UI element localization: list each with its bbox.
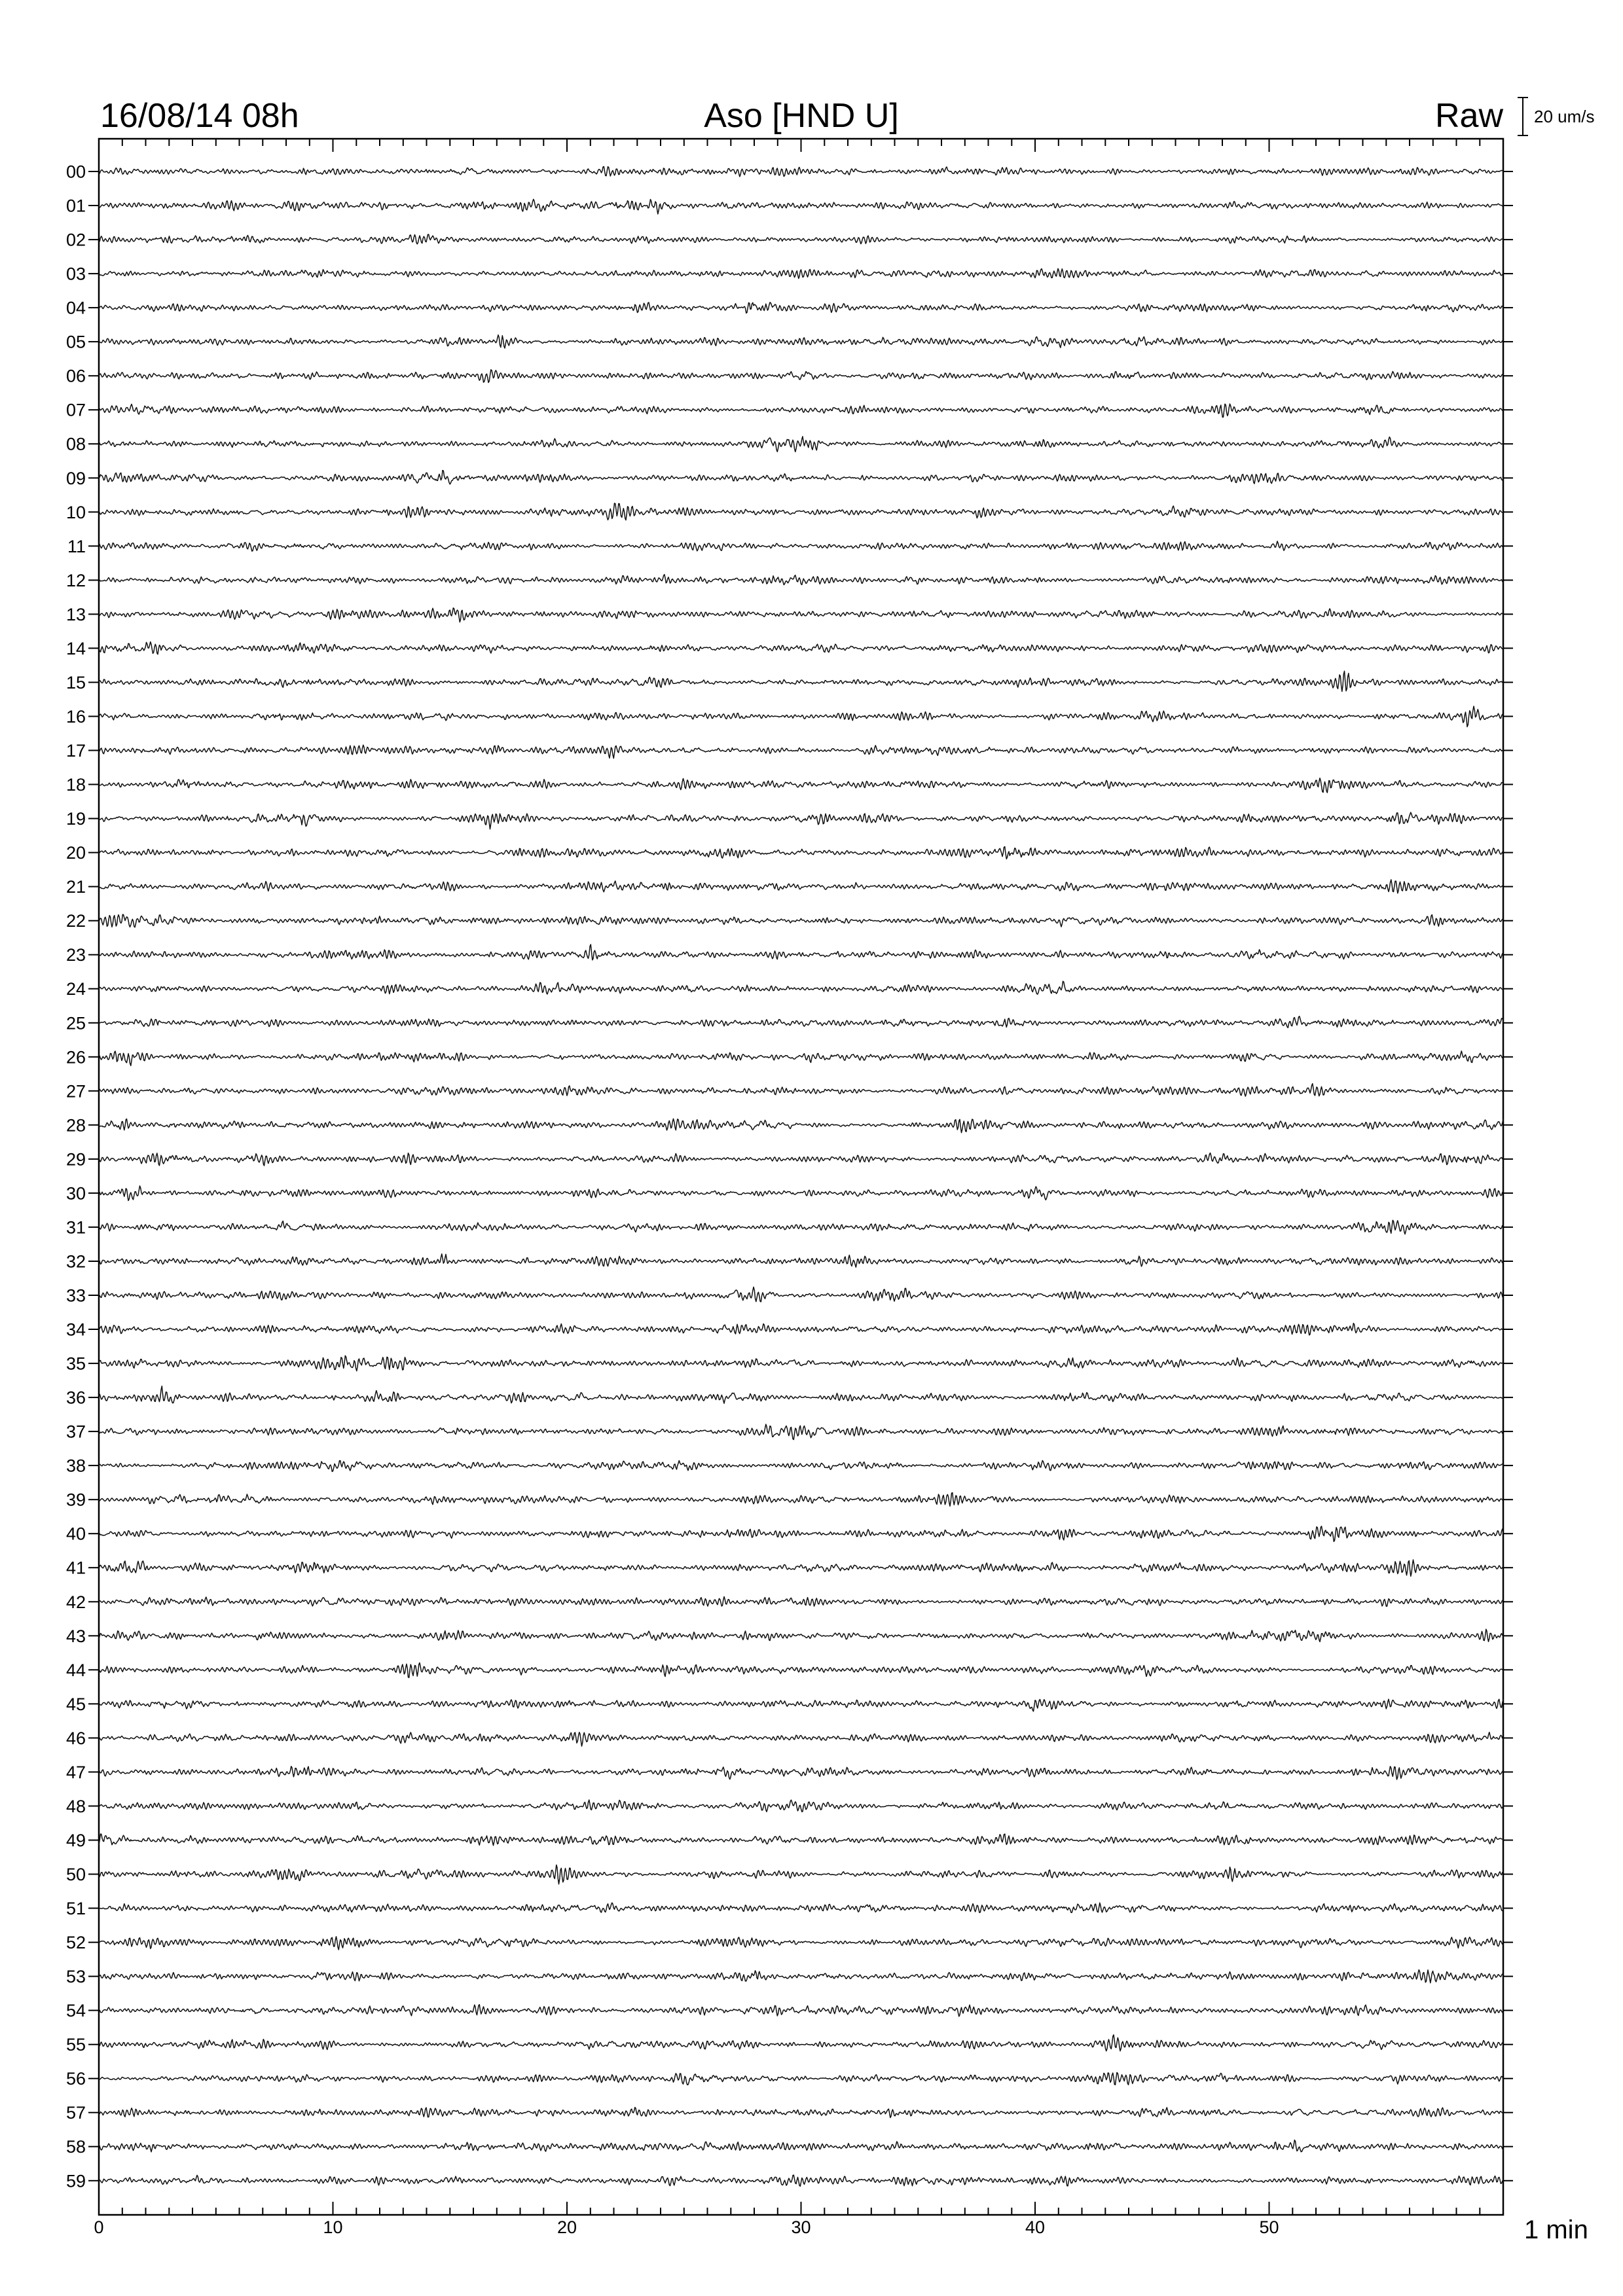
row-label: 39 <box>65 1490 86 1510</box>
row-label: 23 <box>65 945 86 965</box>
row-label: 09 <box>65 468 86 488</box>
x-tick-label: 10 <box>323 2217 343 2237</box>
row-label: 49 <box>65 1831 86 1850</box>
row-label: 19 <box>65 809 86 829</box>
row-label: 21 <box>65 877 86 897</box>
chart-title: Aso [HND U] <box>704 97 899 135</box>
row-label: 59 <box>65 2171 86 2191</box>
row-label: 32 <box>65 1251 86 1272</box>
row-label: 56 <box>65 2069 86 2089</box>
row-label: 17 <box>65 741 86 761</box>
row-label: 20 <box>65 843 86 863</box>
row-label: 04 <box>65 298 86 318</box>
row-label: 51 <box>65 1899 86 1918</box>
row-label: 14 <box>65 638 86 658</box>
date-label: 16/08/14 08h <box>100 97 299 135</box>
row-label: 10 <box>65 502 86 522</box>
row-label: 33 <box>65 1285 86 1306</box>
row-label: 50 <box>65 1865 86 1884</box>
row-label: 07 <box>65 400 86 420</box>
row-label: 43 <box>65 1626 86 1646</box>
x-tick-label: 30 <box>791 2217 811 2237</box>
row-label: 53 <box>65 1967 86 1987</box>
x-tick-label: 0 <box>94 2217 104 2237</box>
row-label: 25 <box>65 1013 86 1033</box>
row-label: 26 <box>65 1047 86 1067</box>
row-label: 12 <box>65 570 86 590</box>
row-label: 34 <box>65 1319 86 1340</box>
row-label: 22 <box>65 911 86 931</box>
row-label: 40 <box>65 1524 86 1544</box>
row-label: 46 <box>65 1728 86 1748</box>
row-label: 08 <box>65 434 86 454</box>
row-label: 15 <box>65 673 86 692</box>
row-label: 31 <box>65 1217 86 1238</box>
row-label: 13 <box>65 604 86 624</box>
row-label: 38 <box>65 1456 86 1476</box>
row-label: 16 <box>65 707 86 726</box>
row-label: 05 <box>65 332 86 352</box>
row-label: 01 <box>65 196 86 216</box>
row-label: 35 <box>65 1354 86 1374</box>
row-label: 24 <box>65 979 86 999</box>
row-label: 02 <box>65 230 86 250</box>
row-label: 28 <box>65 1115 86 1136</box>
row-label: 58 <box>65 2137 86 2157</box>
row-label: 27 <box>65 1081 86 1102</box>
row-label: 54 <box>65 2001 86 2021</box>
row-label: 18 <box>65 775 86 795</box>
row-label: 45 <box>65 1694 86 1714</box>
row-label: 44 <box>65 1660 86 1680</box>
row-label: 55 <box>65 2035 86 2055</box>
scale-label: 20 um/s <box>1534 107 1595 126</box>
row-label: 47 <box>65 1762 86 1782</box>
row-label: 11 <box>67 536 86 556</box>
row-label: 00 <box>65 162 86 182</box>
row-label: 48 <box>65 1796 86 1816</box>
row-label: 42 <box>65 1592 86 1612</box>
row-label: 52 <box>65 1933 86 1953</box>
x-tick-label: 50 <box>1259 2217 1279 2237</box>
x-tick-label: 20 <box>556 2217 577 2237</box>
row-label: 37 <box>65 1422 86 1442</box>
mode-label: Raw <box>1434 97 1503 135</box>
x-tick-label: 40 <box>1025 2217 1046 2237</box>
row-label: 06 <box>65 366 86 386</box>
row-label: 29 <box>65 1149 86 1170</box>
row-label: 41 <box>65 1558 86 1578</box>
row-label: 03 <box>65 264 86 284</box>
row-label: 30 <box>65 1183 86 1204</box>
x-axis-label: 1 min <box>1524 2215 1588 2244</box>
row-label: 36 <box>65 1388 86 1408</box>
row-label: 57 <box>65 2103 86 2123</box>
